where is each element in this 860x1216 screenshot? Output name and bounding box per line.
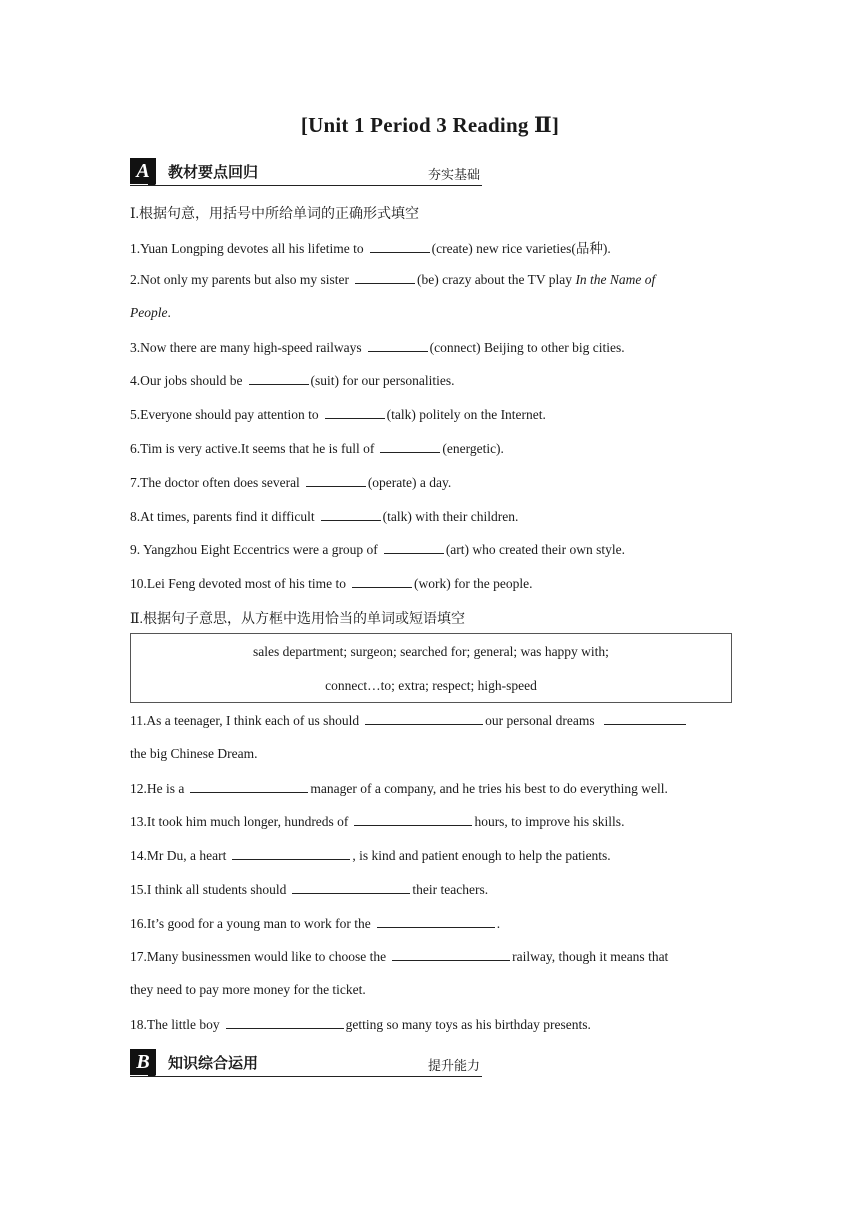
answer-blank[interactable] <box>354 813 472 826</box>
question-11-continued: the big Chinese Dream. <box>130 746 258 761</box>
word-bank-line-1: sales department; surgeon; searched for; general; was happy with; <box>253 644 609 659</box>
question-16: 16.It’s good for a young man to work for the . <box>130 916 501 931</box>
banner-a-subtitle: 夯实基础 <box>427 168 480 183</box>
question-7: 7.The doctor often does several (operate) a day. <box>130 475 452 490</box>
answer-blank[interactable] <box>306 474 366 487</box>
section-2-heading: Ⅱ.根据句子意思，从方框中选用恰当的单词或短语填空 <box>130 612 466 627</box>
question-2-continued: People. <box>130 305 171 320</box>
question-1: 1.Yuan Longping devotes all his lifetime to (create) new rice varieties(品种). <box>130 241 611 256</box>
word-bank-line-2: connect…to; extra; respect; high-speed <box>325 678 537 693</box>
banner-letter-a: A <box>130 158 156 184</box>
answer-blank[interactable] <box>249 372 309 385</box>
answer-blank[interactable] <box>384 541 444 554</box>
answer-blank[interactable] <box>355 271 415 284</box>
question-2: 2.Not only my parents but also my sister (be) crazy about the TV play In the Name of <box>130 272 656 287</box>
answer-blank[interactable] <box>370 240 430 253</box>
answer-blank[interactable] <box>377 915 495 928</box>
word-bank-box <box>130 633 732 703</box>
question-12: 12.He is a manager of a company, and he tries his best to do everything well. <box>130 781 668 796</box>
answer-blank[interactable] <box>365 712 483 725</box>
question-10: 10.Lei Feng devoted most of his time to (work) for the people. <box>130 576 533 591</box>
question-18: 18.The little boy getting so many toys as his birthday presents. <box>130 1017 591 1032</box>
answer-blank[interactable] <box>392 948 510 961</box>
banner-b-rule <box>130 1076 482 1077</box>
question-6: 6.Tim is very active.It seems that he is full of (energetic). <box>130 441 504 456</box>
section-banner-b <box>130 1047 482 1077</box>
answer-blank[interactable] <box>604 712 686 725</box>
question-15: 15.I think all students should their teachers. <box>130 882 489 897</box>
answer-blank[interactable] <box>321 508 381 521</box>
question-4: 4.Our jobs should be (suit) for our personalities. <box>130 373 455 388</box>
banner-b-subtitle: 提升能力 <box>427 1059 480 1074</box>
section-1-heading: Ⅰ.根据句意，用括号中所给单词的正确形式填空 <box>130 207 420 222</box>
question-14: 14.Mr Du, a heart , is kind and patient enough to help the patients. <box>130 848 611 863</box>
answer-blank[interactable] <box>226 1016 344 1029</box>
answer-blank[interactable] <box>368 339 428 352</box>
question-3: 3.Now there are many high-speed railways (connect) Beijing to other big cities. <box>130 340 625 355</box>
question-17-continued: they need to pay more money for the ticket. <box>130 982 366 997</box>
banner-letter-b: B <box>130 1049 156 1075</box>
answer-blank[interactable] <box>380 440 440 453</box>
question-11: 11.As a teenager, I think each of us should our personal dreams <box>130 712 732 729</box>
answer-blank[interactable] <box>352 575 412 588</box>
page-title: [Unit 1 Period 3 Reading Ⅱ] <box>300 113 560 137</box>
question-9: 9. Yangzhou Eight Eccentrics were a group of (art) who created their own style. <box>130 542 625 557</box>
question-8: 8.At times, parents find it difficult (talk) with their children. <box>130 509 519 524</box>
banner-a-rule <box>130 185 482 186</box>
answer-blank[interactable] <box>292 881 410 894</box>
banner-b-title: 知识综合运用 <box>168 1054 259 1072</box>
banner-a-title: 教材要点回归 <box>168 163 259 181</box>
section-banner-a <box>130 156 482 186</box>
answer-blank[interactable] <box>190 780 308 793</box>
question-17: 17.Many businessmen would like to choose the railway, though it means that <box>130 949 669 964</box>
question-13: 13.It took him much longer, hundreds of hours, to improve his skills. <box>130 814 625 829</box>
question-5: 5.Everyone should pay attention to (talk) politely on the Internet. <box>130 407 546 422</box>
answer-blank[interactable] <box>325 406 385 419</box>
answer-blank[interactable] <box>232 847 350 860</box>
